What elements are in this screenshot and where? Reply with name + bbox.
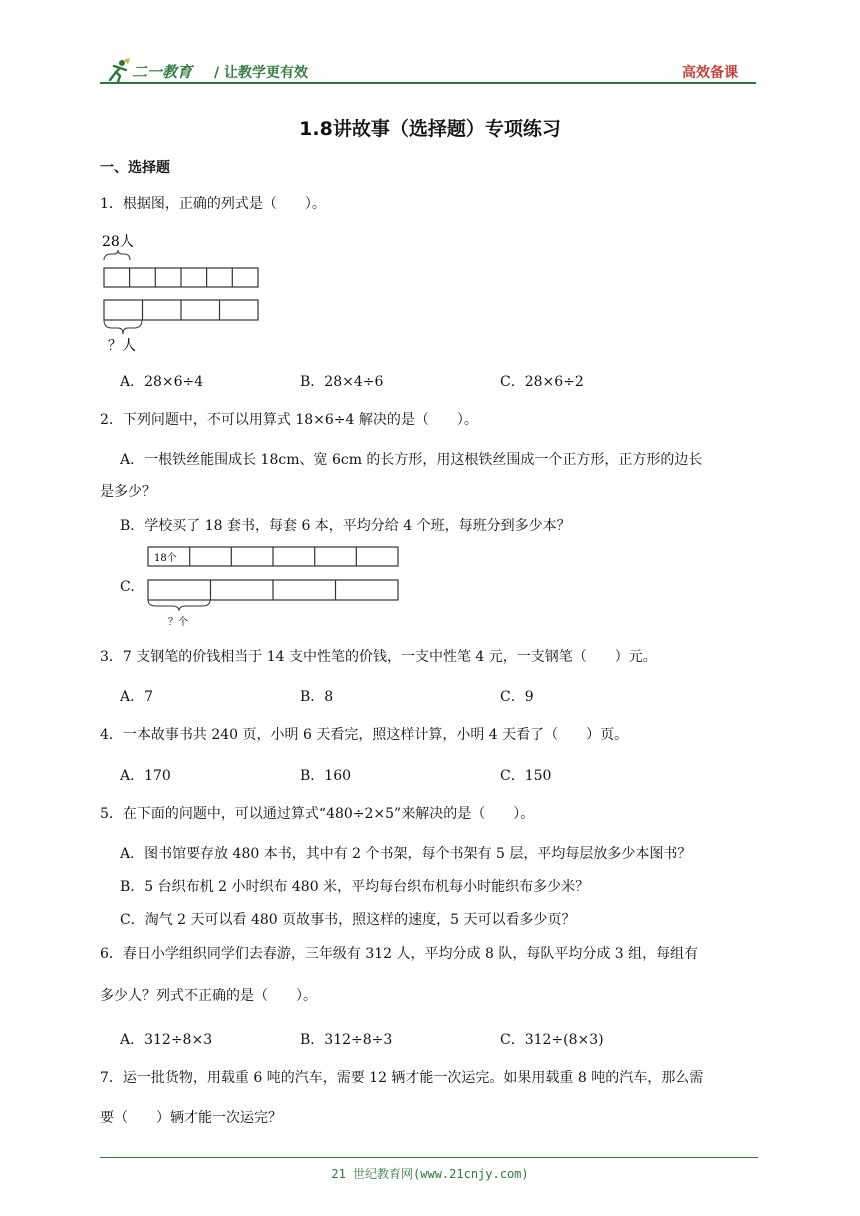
section-heading: 一、选择题: [100, 160, 170, 176]
page-title: 1.8讲故事（选择题）专项练习: [299, 118, 561, 140]
q3-option-b[interactable]: B．8: [300, 689, 334, 705]
header-right-label: 高效备课: [682, 65, 738, 81]
brand-name: 二一教育: [132, 63, 193, 81]
figure-top-label: 28人: [102, 234, 134, 250]
footer-divider: [100, 1157, 758, 1158]
runner-logo-icon: [104, 58, 132, 84]
q2-option-a-cont: 是多少？: [100, 484, 156, 500]
q5-option-b[interactable]: B．5 台织布机 2 小时织布 480 米，平均每台织布机每小时能织布多少米？: [120, 879, 590, 895]
brand-logo: [104, 58, 224, 84]
q5-option-c[interactable]: C．淘气 2 天可以看 480 页故事书，照这样的速度，5 天可以看多少页？: [120, 912, 576, 928]
q3-option-c[interactable]: C．9: [500, 689, 534, 705]
figure-bottom-label: ？个: [168, 617, 188, 628]
footer-text[interactable]: 21 世纪教育网(www.21cnjy.com): [331, 1167, 529, 1181]
figure-top-label: 18个: [154, 553, 177, 564]
q5-option-a[interactable]: A．图书馆要存放 480 本书，其中有 2 个书架，每个书架有 5 层，平均每层放多少本图书？: [120, 846, 692, 862]
q6-option-b[interactable]: B．312÷8÷3: [300, 1032, 393, 1048]
q1-option-a[interactable]: A．28×6÷4: [120, 374, 204, 390]
question-7-stem: 7．运一批货物，用载重 6 吨的汽车，需要 12 辆才能一次运完。如果用载重 8 吨的汽车，那么需: [100, 1070, 704, 1086]
q4-option-c[interactable]: C．150: [500, 768, 552, 784]
question-1-figure: [100, 230, 270, 358]
question-4-stem: 4．一本故事书共 240 页，小明 6 天看完，照这样计算，小明 4 天看了（ ）页。: [100, 727, 629, 743]
question-2-figure: [144, 545, 404, 629]
q2-option-b[interactable]: B．学校买了 18 套书，每套 6 本，平均分给 4 个班，每班分到多少本？: [120, 518, 571, 534]
question-6-stem-cont: 多少人？列式不正确的是（ ）。: [100, 988, 317, 1004]
q1-option-b[interactable]: B．28×4÷6: [300, 374, 384, 390]
q6-option-a[interactable]: A．312÷8×3: [120, 1032, 213, 1048]
question-3-stem: 3．7 支钢笔的价钱相当于 14 支中性笔的价钱，一支中性笔 4 元，一支钢笔（ ）元。: [100, 649, 657, 665]
question-2-stem: 2．下列问题中，不可以用算式 18×6÷4 解决的是（ ）。: [100, 412, 478, 428]
question-7-stem-cont: 要（ ）辆才能一次运完？: [100, 1110, 282, 1126]
q2-option-c[interactable]: C.: [120, 579, 135, 595]
q6-option-c[interactable]: C．312÷(8×3): [500, 1032, 604, 1048]
q4-option-b[interactable]: B．160: [300, 768, 352, 784]
q1-option-c[interactable]: C．28×6÷2: [500, 374, 584, 390]
q3-option-a[interactable]: A．7: [120, 689, 154, 705]
q2-option-a[interactable]: A．一根铁丝能围成长 18cm、宽 6cm 的长方形，用这根铁丝围成一个正方形，正方形的边长: [120, 452, 703, 468]
question-5-stem: 5．在下面的问题中，可以通过算式“480÷2×5”来解决的是（ ）。: [100, 806, 535, 822]
figure-bottom-label: ？人: [108, 338, 136, 354]
header-divider: [100, 82, 756, 84]
header-slogan: / 让教学更有效: [214, 65, 308, 81]
question-6-stem: 6．春日小学组织同学们去春游，三年级有 312 人，平均分成 8 队，每队平均分成 3 组，每组有: [100, 946, 699, 962]
q4-option-a[interactable]: A．170: [120, 768, 171, 784]
question-1-stem: 1．根据图，正确的列式是（ ）。: [100, 196, 326, 212]
